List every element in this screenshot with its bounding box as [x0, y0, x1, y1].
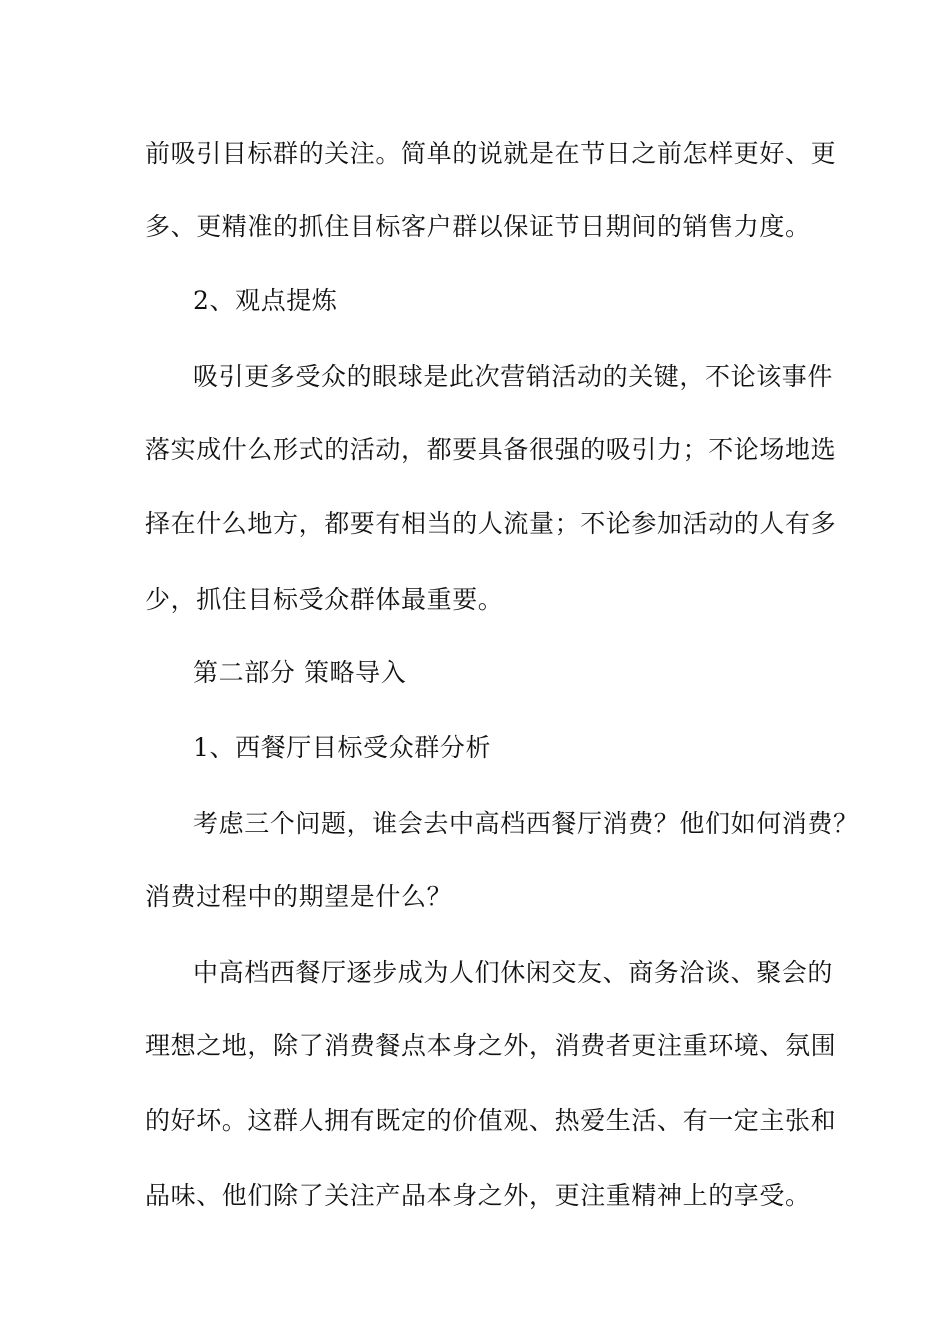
paragraph-line: 吸引更多受众的眼球是此次营销活动的关键，不论该事件	[193, 362, 834, 391]
paragraph-line: 考虑三个问题，谁会去中高档西餐厅消费？他们如何消费？	[193, 809, 859, 838]
paragraph-line: 少，抓住目标受众群体最重要。	[145, 585, 504, 614]
paragraph-line: 的好坏。这群人拥有既定的价值观、热爱生活、有一定主张和	[145, 1106, 837, 1135]
paragraph-line: 理想之地，除了消费餐点本身之外，消费者更注重环境、氛围	[145, 1031, 837, 1060]
part-heading: 第二部分 策略导入	[193, 658, 407, 687]
paragraph-line: 多、更精准的抓住目标客户群以保证节日期间的销售力度。	[145, 212, 811, 241]
paragraph-line: 前吸引目标群的关注。简单的说就是在节日之前怎样更好、更	[145, 139, 837, 168]
paragraph-line: 择在什么地方，都要有相当的人流量；不论参加活动的人有多	[145, 509, 837, 538]
paragraph-line: 中高档西餐厅逐步成为人们休闲交友、商务洽谈、聚会的	[193, 958, 834, 987]
paragraph-line: 品味、他们除了关注产品本身之外，更注重精神上的享受。	[145, 1181, 811, 1210]
section-heading: 1、西餐厅目标受众群分析	[193, 733, 492, 762]
section-heading: 2、观点提炼	[193, 286, 338, 315]
paragraph-line: 消费过程中的期望是什么？	[145, 882, 453, 911]
paragraph-line: 落实成什么形式的活动，都要具备很强的吸引力；不论场地选	[145, 435, 837, 464]
